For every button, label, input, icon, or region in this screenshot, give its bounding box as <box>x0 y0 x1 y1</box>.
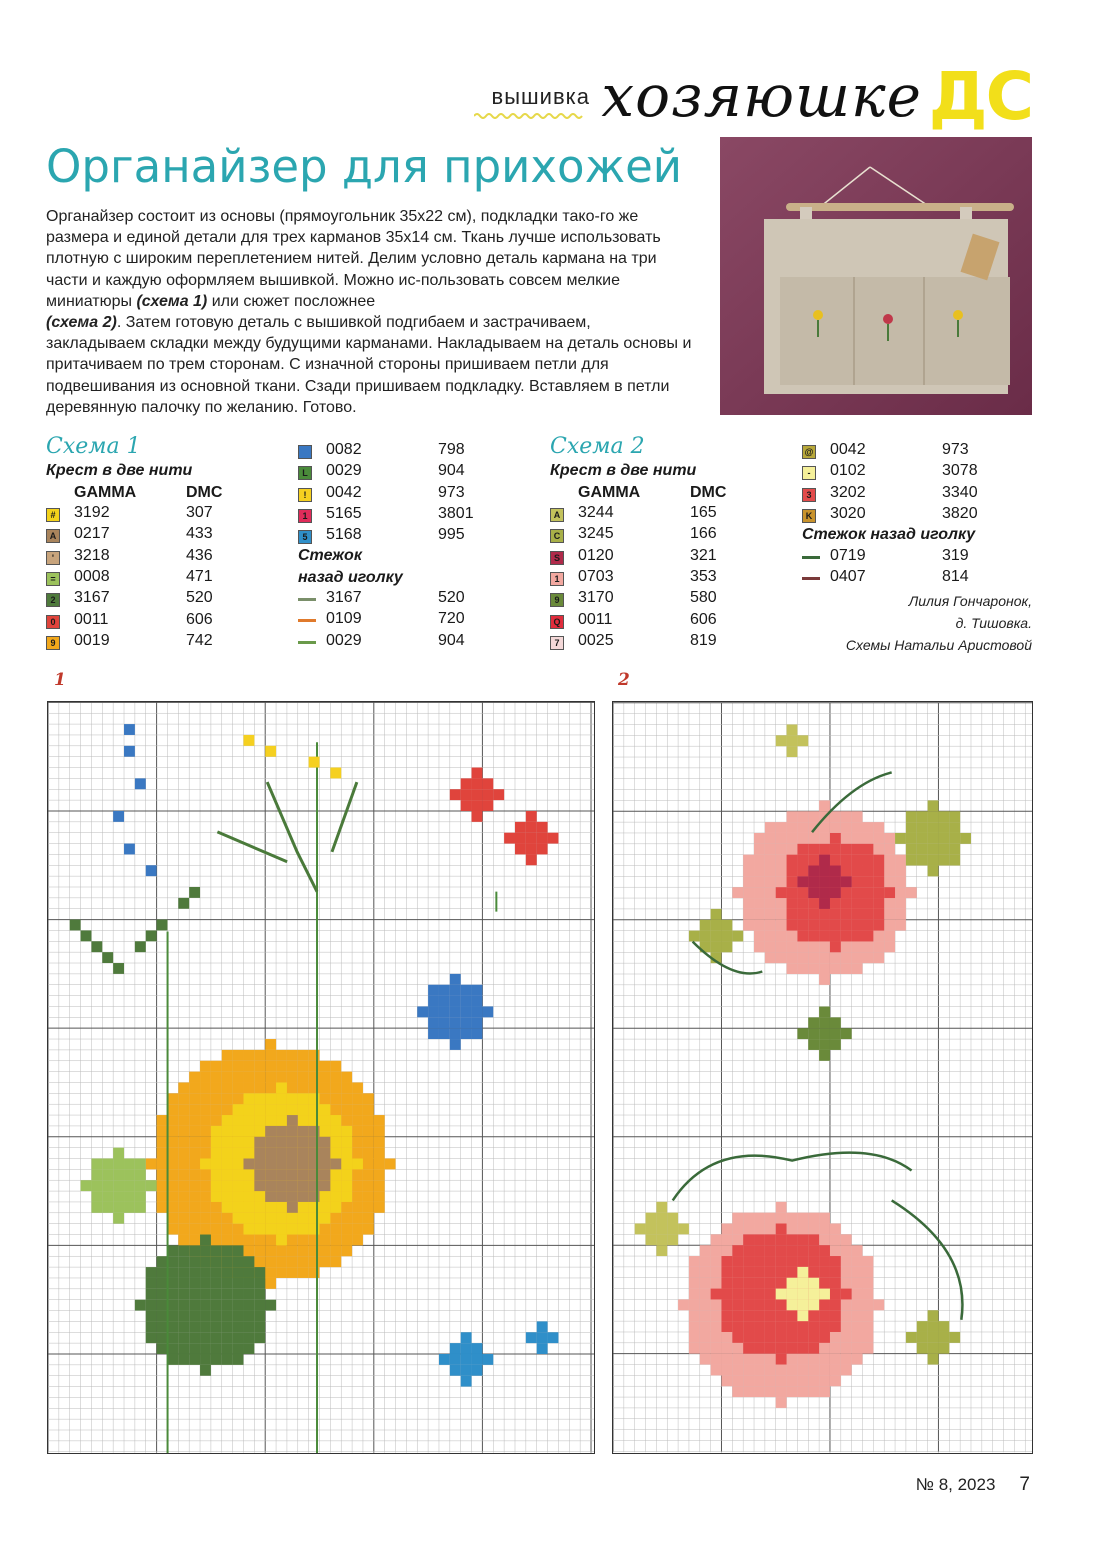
gamma-code: 0082 <box>326 441 362 458</box>
key-row <box>550 504 750 525</box>
gamma-code: 0109 <box>326 610 362 628</box>
key-row <box>802 484 1002 505</box>
gamma-code: 0029 <box>326 462 362 480</box>
gamma-code: 0019 <box>74 631 110 649</box>
dmc-code: 995 <box>438 526 465 544</box>
backstitch-swatch <box>802 556 820 559</box>
gamma-code: 3244 <box>578 504 614 521</box>
gamma-code: 0719 <box>830 547 866 564</box>
dmc-code: 973 <box>942 441 969 458</box>
gamma-code: 0120 <box>578 546 614 564</box>
gamma-code: 0217 <box>74 525 110 543</box>
dmc-code: 436 <box>186 546 213 564</box>
color-swatch: L <box>298 466 312 480</box>
rose1-leaf-bottom <box>797 1007 851 1061</box>
dmc-code: 520 <box>186 589 213 607</box>
key-row <box>550 525 750 546</box>
gamma-code: 0042 <box>830 441 866 458</box>
gamma-code: 0042 <box>326 483 362 501</box>
red-flower-top <box>450 768 504 822</box>
gamma-code: 0008 <box>74 567 110 585</box>
key-row <box>298 505 498 526</box>
key-row <box>298 632 498 653</box>
key-row <box>46 547 246 568</box>
dmc-code: 353 <box>690 567 717 585</box>
dmc-code: 471 <box>186 567 213 585</box>
gamma-code: 3167 <box>326 589 362 606</box>
backstitch-swatch <box>298 598 316 601</box>
small-blue-flower <box>439 1332 493 1386</box>
dmc-code: 973 <box>438 483 465 501</box>
key-row <box>46 525 246 546</box>
color-swatch: 9 <box>550 593 564 607</box>
page-footer <box>916 1474 1030 1496</box>
intro-text-2: или сюжет посложнее <box>211 292 376 310</box>
credit-place: д. Тишовка. <box>955 615 1032 631</box>
scheme1-back-title-1: Стежок <box>298 547 362 564</box>
color-swatch: ' <box>46 551 60 565</box>
dmc-code: 3820 <box>942 504 978 522</box>
rose1-leaf-right <box>895 800 971 876</box>
scheme2-back-title: Стежок назад иголку <box>802 526 976 543</box>
gamma-code: 5168 <box>326 526 362 544</box>
dmc-code: 798 <box>438 441 465 458</box>
red-flower-side <box>504 811 558 865</box>
dmc-code: 819 <box>690 631 717 649</box>
gamma-code: 0407 <box>830 568 866 586</box>
rose1-leaf-left <box>689 909 743 963</box>
dmc-code: 307 <box>186 504 213 521</box>
credit-schemes: Схемы Натальи Аристовой <box>845 637 1032 653</box>
key-row <box>298 484 498 505</box>
intro-ref-2: (схема 2) <box>46 314 117 332</box>
gamma-code: 5165 <box>326 504 362 522</box>
dmc-code: 3340 <box>942 483 978 501</box>
leaf-left <box>81 1148 157 1224</box>
dmc-code: 165 <box>690 504 717 521</box>
key-row <box>550 568 750 589</box>
scheme1-col-dmc: DMC <box>186 484 223 501</box>
scheme1-col-gamma: GAMMA <box>74 484 137 501</box>
dmc-code: 606 <box>186 610 213 628</box>
small-blue-flower-2 <box>526 1321 559 1354</box>
rubric-title: хозяюшке <box>601 62 922 130</box>
gamma-code: 3218 <box>74 546 110 564</box>
intro-ref-1: (схема 1) <box>136 292 208 310</box>
key-row <box>802 441 1002 462</box>
color-swatch: 0 <box>46 615 60 629</box>
color-swatch: 7 <box>550 636 564 650</box>
key-row <box>298 610 498 631</box>
color-swatch: S <box>550 551 564 565</box>
color-swatch: - <box>802 466 816 480</box>
credit-author: Лилия Гончаронок, <box>908 593 1032 609</box>
dmc-code: 606 <box>690 610 717 628</box>
gamma-code: 3170 <box>578 589 614 607</box>
gamma-code: 3020 <box>830 504 866 522</box>
magazine-logo: ДС <box>928 58 1032 135</box>
gamma-code: 3192 <box>74 504 110 521</box>
intro-text-3: . Затем готовую деталь с вышивкой подгибаем и застрачиваем, закладываем складки между будущими карманами. Накладываем на деталь основы и притачиваем по трем сторонам. С изначной стороны пришиваем петли для подвешивания из основной ткани. Сзади пришиваем подкладку. Вставляем в петли деревянную палочку по желанию. Готово. <box>46 314 692 416</box>
scheme1-title: Схема 1 <box>46 434 141 459</box>
key-row <box>298 441 498 462</box>
dmc-code: 3801 <box>438 504 474 522</box>
article-intro <box>46 206 694 418</box>
section-label: вышивка <box>491 84 590 109</box>
intro-text-1: Органайзер состоит из основы (прямоугольник 35х22 см), подкладки тако-го же размера и единой детали для трех карманов 35х14 см. Ткань лучше использовать плотную с широким переплетением нитей. Делим условно деталь кармана на три части и каждую оформляем вышивкой. Можно ис-пользовать совсем мелкие миниатюры <box>46 208 661 310</box>
gamma-code: 0011 <box>74 610 109 628</box>
key-row <box>298 589 498 610</box>
dmc-code: 580 <box>690 589 717 607</box>
color-swatch: = <box>46 572 60 586</box>
key-row <box>802 568 1002 589</box>
color-swatch: 9 <box>46 636 60 650</box>
gamma-code: 3202 <box>830 483 866 501</box>
dmc-code: 720 <box>438 610 465 628</box>
color-swatch: K <box>802 509 816 523</box>
color-swatch: 1 <box>298 509 312 523</box>
color-swatch: ! <box>298 488 312 502</box>
credits <box>846 590 1032 656</box>
key-row <box>298 526 498 547</box>
dmc-code: 904 <box>438 631 465 649</box>
gamma-code: 0025 <box>578 631 614 649</box>
dmc-code: 3078 <box>942 462 978 480</box>
page-number: 7 <box>1019 1474 1030 1495</box>
key-row <box>550 589 750 610</box>
organizer-photo <box>720 137 1032 415</box>
color-swatch: @ <box>802 445 816 459</box>
key-row <box>46 568 246 589</box>
backstitch-swatch <box>298 641 316 644</box>
gamma-code: 0703 <box>578 567 614 585</box>
figure-1-number: 1 <box>54 670 66 690</box>
rose2-leaf-left <box>635 1202 689 1256</box>
dmc-code: 742 <box>186 631 213 649</box>
gamma-code: 0102 <box>830 462 866 480</box>
dmc-code: 904 <box>438 462 465 480</box>
dmc-code: 321 <box>690 546 717 564</box>
gamma-code: 0029 <box>326 631 362 649</box>
gamma-code: 3245 <box>578 525 614 543</box>
issue-number: № 8, 2023 <box>915 1475 996 1494</box>
cross-stitch-chart-1 <box>47 701 595 1454</box>
cross-stitch-chart-2 <box>612 701 1033 1454</box>
color-swatch: Q <box>550 615 564 629</box>
scheme1-subtitle: Крест в две нити <box>46 462 193 479</box>
key-row <box>550 632 750 653</box>
color-swatch: A <box>550 508 564 522</box>
rose2-leaf-right <box>906 1310 960 1364</box>
key-row <box>802 505 1002 526</box>
key-row <box>46 632 246 653</box>
gamma-code: 3167 <box>74 589 110 607</box>
key-row <box>46 611 246 632</box>
scheme2-title: Схема 2 <box>550 434 645 459</box>
dmc-code: 814 <box>942 568 969 586</box>
blue-flower <box>417 974 493 1050</box>
key-row <box>46 504 246 525</box>
key-row <box>46 589 246 610</box>
color-swatch: # <box>46 508 60 522</box>
key-row <box>550 547 750 568</box>
key-row <box>298 462 498 483</box>
figure-2-number: 2 <box>618 670 630 690</box>
key-row <box>550 611 750 632</box>
scheme2-subtitle: Крест в две нити <box>550 462 697 479</box>
backstitch-swatch <box>802 577 820 580</box>
color-swatch: 1 <box>550 572 564 586</box>
backstitch-swatch <box>298 619 316 622</box>
scheme1-back-title-2: назад иголку <box>298 569 403 586</box>
dmc-code: 520 <box>438 589 465 606</box>
color-swatch: 3 <box>802 488 816 502</box>
magazine-header <box>432 58 1032 135</box>
dmc-code: 433 <box>186 525 213 543</box>
rose1-leaf-top <box>776 724 809 757</box>
color-swatch <box>298 445 312 459</box>
scheme2-col-dmc: DMC <box>690 484 727 501</box>
gamma-code: 0011 <box>578 610 613 628</box>
color-swatch: 5 <box>298 530 312 544</box>
article-title: Органайзер для прихожей <box>46 140 683 193</box>
key-row <box>802 462 1002 483</box>
dmc-code: 166 <box>690 525 717 543</box>
color-swatch: 2 <box>46 593 60 607</box>
dmc-code: 319 <box>942 547 969 564</box>
wave-decoration <box>474 112 584 120</box>
color-swatch: C <box>550 529 564 543</box>
color-swatch: A <box>46 529 60 543</box>
scheme2-col-gamma: GAMMA <box>578 484 641 501</box>
key-row <box>802 547 1002 568</box>
